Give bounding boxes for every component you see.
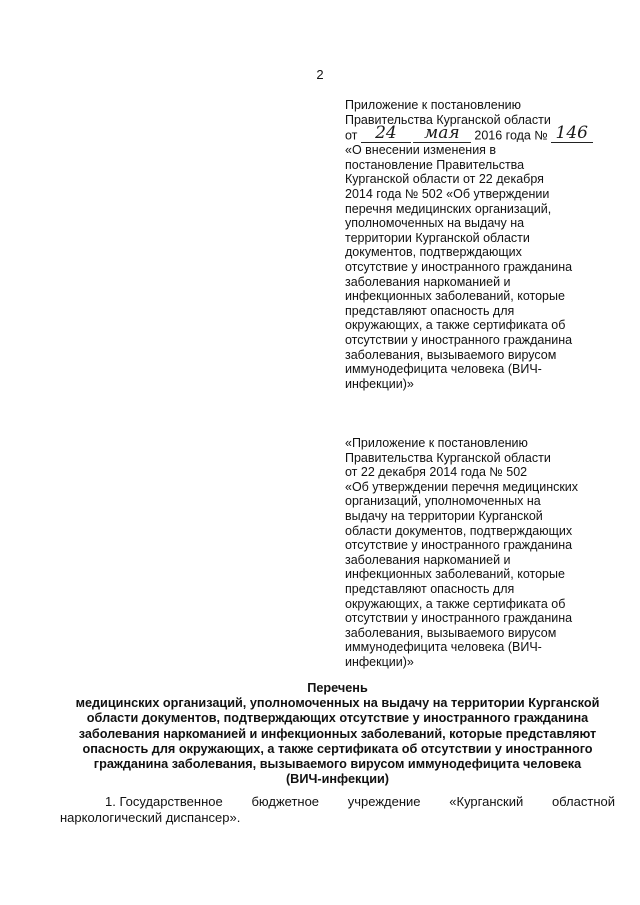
heading-line: медицинских организаций, уполномоченных на выдачу на территории Курганской	[75, 696, 600, 711]
appendix-line: уполномоченных на выдачу на	[345, 216, 525, 231]
handwritten-month: мая	[413, 127, 471, 143]
appendix-line: инфекционных заболеваний, которые	[345, 289, 565, 304]
appendix-line: 2014 года № 502 «Об утверждении	[345, 186, 550, 201]
appendix-line: Правительства Курганской области	[345, 112, 551, 127]
appendix-line: отсутствии у иностранного гражданина	[345, 611, 573, 626]
appendix-block-original	[345, 436, 615, 670]
resolution-date-line	[345, 123, 615, 144]
appendix-line: от 22 декабря 2014 года № 502	[345, 465, 528, 480]
list-item-word: учреждение	[347, 794, 421, 809]
appendix-line: выдачу на территории Курганской	[345, 508, 543, 523]
appendix-line: области документов, подтверждающих	[345, 523, 573, 538]
appendix-line: окружающих, а также сертификата об	[345, 596, 566, 611]
appendix-line: отсутствие у иностранного гражданина	[345, 538, 573, 553]
appendix-block-amendment	[345, 98, 615, 391]
appendix-line: инфекции)»	[345, 376, 414, 391]
heading-line: области документов, подтверждающих отсутствие у иностранного гражданина	[86, 711, 589, 726]
appendix-line: заболевания наркоманией и	[345, 552, 511, 567]
appendix-line: иммунодефицита человека (ВИЧ-	[345, 640, 542, 655]
handwritten-number: 146	[551, 127, 593, 143]
list-item-continuation: наркологический диспансер».	[60, 809, 241, 825]
appendix-line: Курганской области от 22 декабря	[345, 172, 544, 187]
appendix-line: отсутствии у иностранного гражданина	[345, 332, 573, 347]
appendix-line: Правительства Курганской области	[345, 450, 551, 465]
appendix-line: отсутствие у иностранного гражданина	[345, 259, 573, 274]
appendix-line: заболевания, вызываемого вирусом	[345, 347, 557, 362]
list-item-word: 1. Государственное	[105, 794, 223, 809]
appendix-line: инфекции)»	[345, 654, 414, 669]
appendix-line: территории Курганской области	[345, 230, 530, 245]
appendix-line: «Об утверждении перечня медицинских	[345, 479, 579, 494]
appendix-line: постановление Правительства	[345, 157, 525, 172]
date-prefix: от	[345, 128, 358, 143]
handwritten-day: 24	[361, 127, 411, 143]
heading-title: Перечень	[307, 681, 368, 695]
list-item-first-line	[60, 794, 615, 810]
page-number: 2	[316, 67, 324, 82]
appendix-line: документов, подтверждающих	[345, 245, 522, 260]
appendix-line: иммунодефицита человека (ВИЧ-	[345, 362, 542, 377]
appendix-line: окружающих, а также сертификата об	[345, 318, 566, 333]
heading-line: гражданина заболевания, вызываемого вирусом иммунодефицита человека	[93, 757, 582, 772]
list-item-word: областной	[551, 794, 615, 809]
appendix-line: «Приложение к постановлению	[345, 436, 528, 450]
appendix-line: Приложение к постановлению	[345, 98, 521, 112]
appendix-line: «О внесении изменения в	[345, 143, 497, 158]
appendix-line: перечня медицинских организаций,	[345, 201, 552, 216]
heading-line: (ВИЧ-инфекции)	[285, 772, 390, 787]
appendix-line: организаций, уполномоченных на	[345, 494, 541, 509]
heading-line: заболевания наркоманией и инфекционных заболеваний, которые представляют	[78, 726, 597, 741]
appendix-line: заболевания, вызываемого вирусом	[345, 625, 557, 640]
heading-line: опасность для окружающих, а также сертификата об отсутствии у иностранного	[82, 741, 593, 756]
list-heading	[60, 681, 615, 787]
list-item-word: «Курганский	[449, 794, 524, 809]
year-text: 2016 года №	[474, 128, 548, 143]
appendix-line: инфекционных заболеваний, которые	[345, 567, 565, 582]
appendix-line: заболевания наркоманией и	[345, 274, 511, 289]
list-item	[60, 794, 615, 825]
list-item-word: бюджетное	[251, 794, 320, 809]
appendix-line: представляют опасность для	[345, 303, 515, 318]
appendix-line: представляют опасность для	[345, 581, 515, 596]
